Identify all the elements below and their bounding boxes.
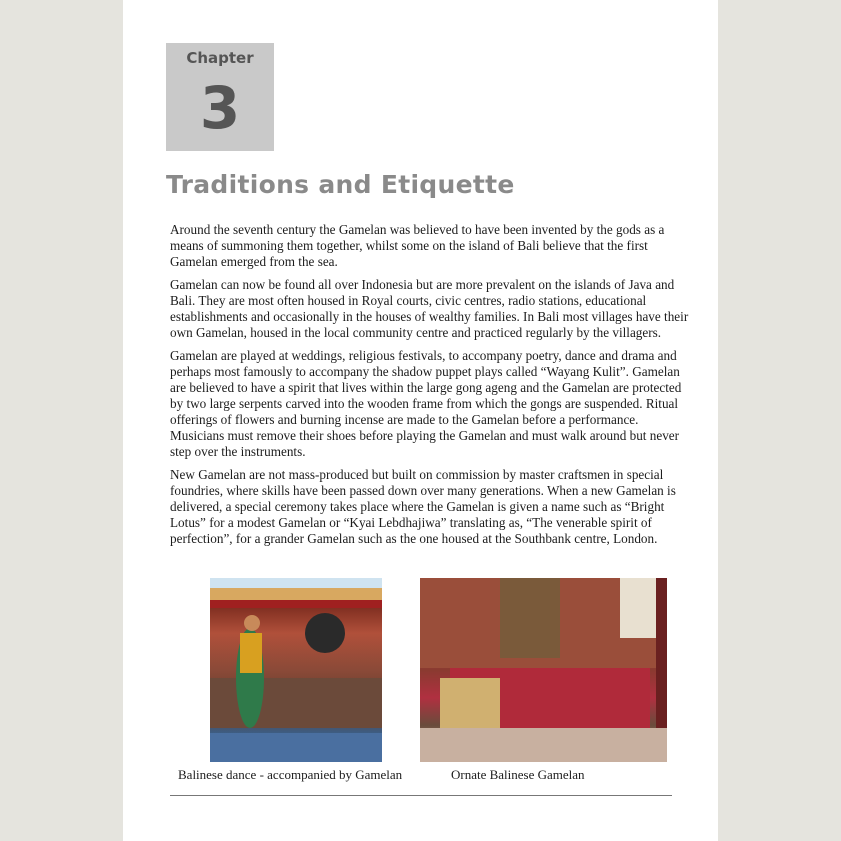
text-line: step over the instruments. [170, 443, 306, 459]
text-line: Gamelan are played at weddings, religious festivals, to accompany poetry, dance and drama and [170, 348, 677, 364]
gamelan-photo-illustration [420, 578, 667, 762]
text-line: Gamelan emerged from the sea. [170, 253, 338, 269]
text-line: perfection”, for a grander Gamelan such as the one housed at the Southbank centre, London. [170, 530, 658, 546]
chapter-label: Chapter [186, 49, 254, 67]
text-line: establishments and occasionally in the houses of wealthy families. In Bali most villages have their [170, 309, 689, 325]
text-line: delivered, a special ceremony takes place where the Gamelan is given a name such as “Bright [170, 499, 665, 514]
body-text [170, 222, 689, 554]
text-line: New Gamelan are not mass-produced but built on commission by master craftsmen in special [170, 467, 664, 483]
figure-caption-gamelan: Ornate Balinese Gamelan [451, 767, 585, 782]
photo-ornate-gamelan [420, 578, 667, 762]
paragraph [170, 222, 680, 270]
text-line: are believed to have a spirit that lives within the large gong ageng and the Gamelan are protected [170, 380, 682, 396]
dance-photo-illustration [210, 578, 382, 762]
figure-caption-dance: Balinese dance - accompanied by Gamelan [178, 767, 403, 782]
text-line: own Gamelan, housed in the local community centre and practiced regularly by the villagers. [170, 324, 662, 340]
paragraph [170, 348, 680, 459]
text-line: Lotus” for a modest Gamelan or “Kyai Lebdhajiwa” translating as, “The venerable spirit of [170, 514, 652, 530]
chapter-badge [166, 43, 274, 151]
paragraph [170, 277, 689, 341]
text-line: Around the seventh century the Gamelan was believed to have been invented by the gods as a [170, 222, 665, 237]
text-line: perhaps most famously to accompany the shadow puppet plays called “Wayang Kulit”. Gamelan [170, 364, 680, 380]
text-line: Bali. They are most often housed in Royal courts, civic centres, radio stations, educational [170, 293, 647, 309]
paragraph [170, 467, 680, 547]
chapter-number: 3 [199, 74, 241, 142]
text-line: Gamelan can now be found all over Indonesia but are more prevalent on the islands of Java and [170, 277, 675, 293]
text-line: by two large serpents carved into the wooden frame from which the gongs are suspended. Ritual [170, 396, 679, 412]
page-title: Traditions and Etiquette [166, 170, 515, 199]
photo-balinese-dance [210, 578, 382, 762]
text-line: means of summoning them together, whilst some on the island of Bali believe that the first [170, 237, 648, 253]
footer-divider [170, 795, 672, 796]
text-line: Musicians must remove their shoes before playing the Gamelan and must walk around but never [170, 427, 680, 443]
text-line: offerings of flowers and burning incense are made to the Gamelan before a performance. [170, 411, 639, 427]
text-line: foundries, where skills have been passed down over many generations. When a new Gamelan is [170, 483, 676, 499]
